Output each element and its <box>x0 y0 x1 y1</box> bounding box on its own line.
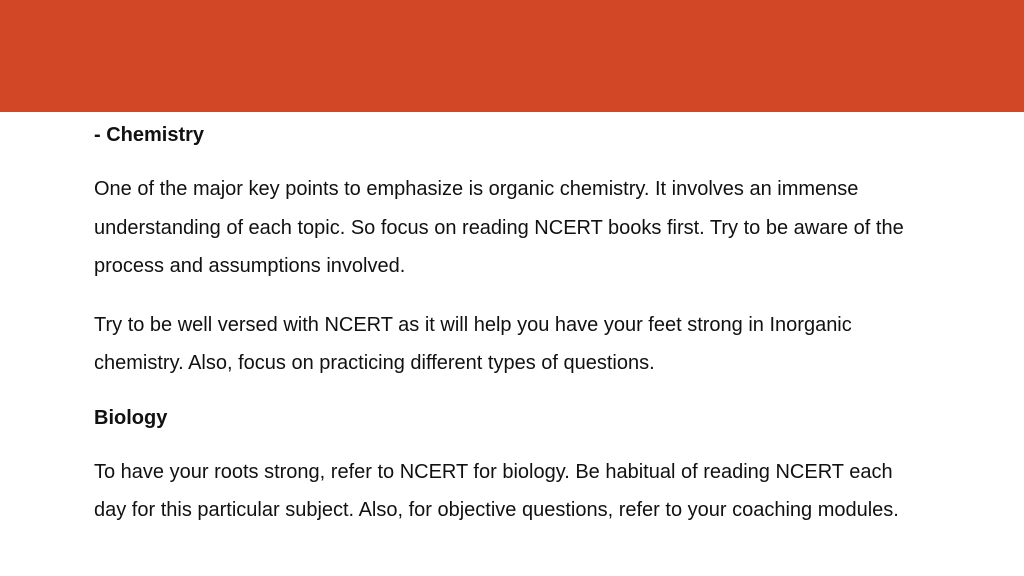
header-band <box>0 0 1024 112</box>
biology-heading: Biology <box>94 406 168 429</box>
chemistry-paragraph-1: One of the major key points to emphasize is organic chemistry. It involves an immense understanding of each topic. So focus on reading NCERT books first. Try to be aware of the process and assumptions involved. <box>94 178 904 277</box>
chemistry-heading: - Chemistry <box>94 124 205 146</box>
slide-content <box>94 120 914 530</box>
chemistry-paragraph-2: Try to be well versed with NCERT as it will help you have your feet strong in Inorganic chemistry. Also, focus on practicing different types of questions. <box>94 313 852 374</box>
biology-paragraph-1: To have your roots strong, refer to NCERT for biology. Be habitual of reading NCERT each day for this particular subject. Also, for objective questions, refer to your coaching modules. <box>94 460 899 521</box>
